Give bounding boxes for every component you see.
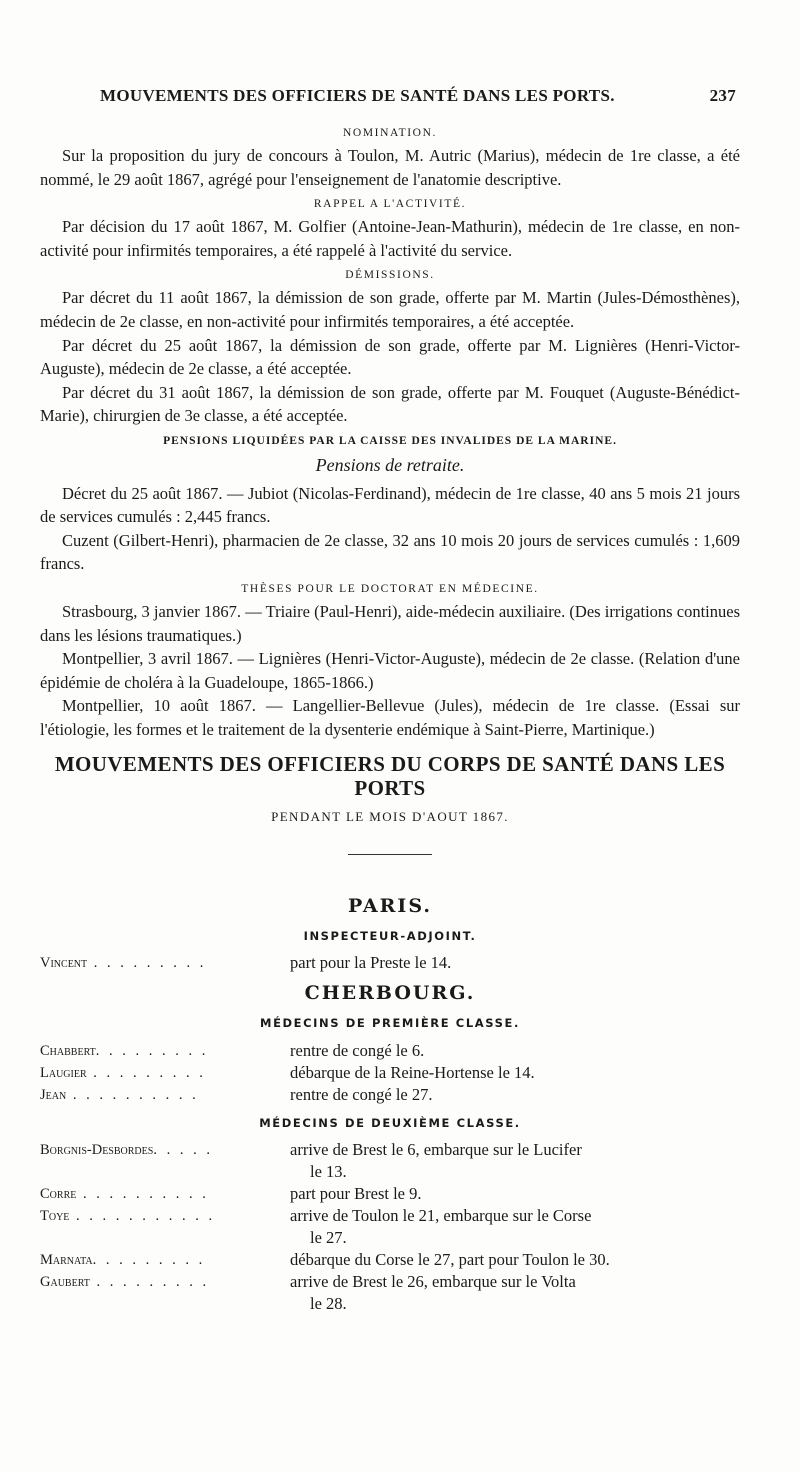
officer-name: Toye — [40, 1208, 70, 1225]
section-heading-theses: THÈSES POUR LE DOCTORAT EN MÉDECINE. — [241, 582, 539, 595]
list-item — [40, 1139, 740, 1183]
list-item — [40, 1040, 740, 1062]
subheading-pensions-retraite: Pensions de retraite. — [315, 454, 465, 475]
leader-dots: . . . . . . . . . — [89, 1274, 210, 1291]
divider-rule — [348, 854, 432, 855]
rank-heading-inspecteur: INSPECTEUR-ADJOINT. — [303, 928, 477, 943]
rank-heading-premiere-classe: MÉDECINS DE PREMIÈRE CLASSE. — [260, 1016, 520, 1031]
body-text — [40, 120, 740, 1315]
port-heading-paris: PARIS. — [348, 895, 432, 918]
leader-dots: . . . . . . . . . . — [76, 1186, 209, 1203]
paragraph-pension-1: Décret du 25 août 1867. — Jubiot (Nicolas-Ferdinand), médecin de 1re classe, 40 ans 5 mois 21 jours de services cumulés : 2,445 francs. — [40, 483, 740, 527]
movement-action-continuation: le 28. — [310, 1294, 347, 1314]
list-item — [40, 1183, 740, 1205]
leader-dots: . . . . . . . . . — [87, 955, 207, 972]
movements-subtitle: PENDANT LE MOIS D'AOUT 1867. — [271, 808, 509, 824]
list-item — [40, 1205, 740, 1249]
leader-dots: . . . . . . . . . — [86, 1064, 206, 1081]
list-item — [40, 1084, 740, 1106]
movement-action: rentre de congé le 6. — [290, 1040, 425, 1060]
movement-action-continuation: le 27. — [310, 1228, 347, 1248]
leader-dots: . . . . . — [153, 1142, 213, 1159]
movement-action: rentre de congé le 27. — [290, 1084, 433, 1104]
paragraph-demission-3: Par décret du 31 août 1867, la démission de son grade, offerte par M. Fouquet (Auguste-Bénédict-Marie), chirurgien de 3e classe, a été acceptée. — [40, 382, 740, 426]
officer-name: Gaubert — [40, 1274, 90, 1291]
section-heading-nomination: NOMINATION. — [343, 127, 437, 139]
paragraph-these-3: Montpellier, 10 août 1867. — Langellier-Bellevue (Jules), médecin de 1re classe. (Essai sur l'étiologie, les formes et le traitement de la dysenterie endémique à Saint-Pierre, Martinique.) — [40, 696, 740, 739]
page-number: 237 — [709, 86, 736, 105]
paragraph-these-2: Montpellier, 3 avril 1867. — Lignières (Henri-Victor-Auguste), médecin de 2e classe. (Relation d'une épidémie de choléra à la Guadeloupe, 1865-1866.) — [40, 649, 740, 692]
officer-name: Chabbert — [40, 1042, 96, 1059]
officer-name: Vincent — [40, 955, 88, 972]
movement-action: part pour Brest le 9. — [290, 1184, 422, 1204]
paragraph-pension-2: Cuzent (Gilbert-Henri), pharmacien de 2e classe, 32 ans 10 mois 20 jours de services cumulés : 1,609 francs. — [40, 530, 740, 574]
officer-name: Laugier — [40, 1064, 87, 1081]
movement-action: arrive de Brest le 6, embarque sur le Lucifer — [290, 1140, 582, 1160]
section-heading-rappel: RAPPEL A L'ACTIVITÉ. — [313, 198, 467, 211]
paris-entries — [40, 952, 740, 974]
leader-dots: . . . . . . . . . — [92, 1252, 206, 1269]
paragraph-demission-2: Par décret du 25 août 1867, la démission de son grade, offerte par M. Lignières (Henri-Victor-Auguste), médecin de 2e classe, a été acceptée. — [40, 335, 740, 379]
officer-name: Jean — [40, 1086, 67, 1103]
movement-action: débarque du Corse le 27, part pour Toulon le 30. — [290, 1250, 610, 1270]
list-item — [40, 952, 740, 974]
rank-heading-deuxieme-classe: MÉDECINS DE DEUXIÈME CLASSE. — [259, 1115, 521, 1130]
port-heading-cherbourg: CHERBOURG. — [304, 982, 476, 1005]
running-header — [100, 86, 740, 106]
section-heading-pensions: PENSIONS LIQUIDÉES PAR LA CAISSE DES INVALIDES DE LA MARINE. — [163, 434, 617, 447]
leader-dots: . . . . . . . . . . — [66, 1086, 199, 1103]
officer-name: Marnata — [40, 1252, 93, 1269]
movement-action-continuation: le 13. — [310, 1162, 347, 1182]
paragraph-demission-1: Par décret du 11 août 1867, la démission de son grade, offerte par M. Martin (Jules-Démosthènes), médecin de 2e classe, en non-activité pour infirmités temporaires, a été acceptée. — [40, 288, 740, 331]
leader-dots: . . . . . . . . . . . — [69, 1208, 216, 1225]
movements-title: MOUVEMENTS DES OFFICIERS DU CORPS DE SANTÉ DANS LES PORTS — [54, 752, 726, 801]
list-item — [40, 1062, 740, 1084]
movement-action: arrive de Toulon le 21, embarque sur le Corse — [290, 1206, 592, 1226]
section-heading-demissions: DÉMISSIONS. — [345, 269, 435, 282]
cherbourg-entries-2 — [40, 1139, 740, 1315]
paragraph-nomination: Sur la proposition du jury de concours à Toulon, M. Autric (Marius), médecin de 1re classe, a été nommé, le 29 août 1867, agrégé pour l'enseignement de l'anatomie descriptive. — [40, 146, 740, 189]
movement-action: part pour la Preste le 14. — [290, 953, 452, 973]
officer-name: Borgnis-Desbordes — [40, 1142, 154, 1159]
header-title: MOUVEMENTS DES OFFICIERS DE SANTÉ DANS LES PORTS. — [100, 86, 615, 105]
officer-name: Corre — [40, 1186, 77, 1203]
leader-dots: . . . . . . . . . — [95, 1042, 209, 1059]
paragraph-these-1: Strasbourg, 3 janvier 1867. — Triaire (Paul-Henri), aide-médecin auxiliaire. (Des irrigations continues dans les lésions traumatiques.) — [40, 601, 740, 645]
paragraph-rappel: Par décision du 17 août 1867, M. Golfier (Antoine-Jean-Mathurin), médecin de 1re classe, en non-activité pour infirmités temporaires, a été rappelé à l'activité du service. — [40, 217, 740, 260]
movement-action: arrive de Brest le 26, embarque sur le Volta — [290, 1272, 576, 1292]
list-item — [40, 1249, 740, 1271]
cherbourg-entries-1 — [40, 1040, 740, 1106]
movement-action: débarque de la Reine-Hortense le 14. — [290, 1062, 535, 1082]
list-item — [40, 1271, 740, 1315]
